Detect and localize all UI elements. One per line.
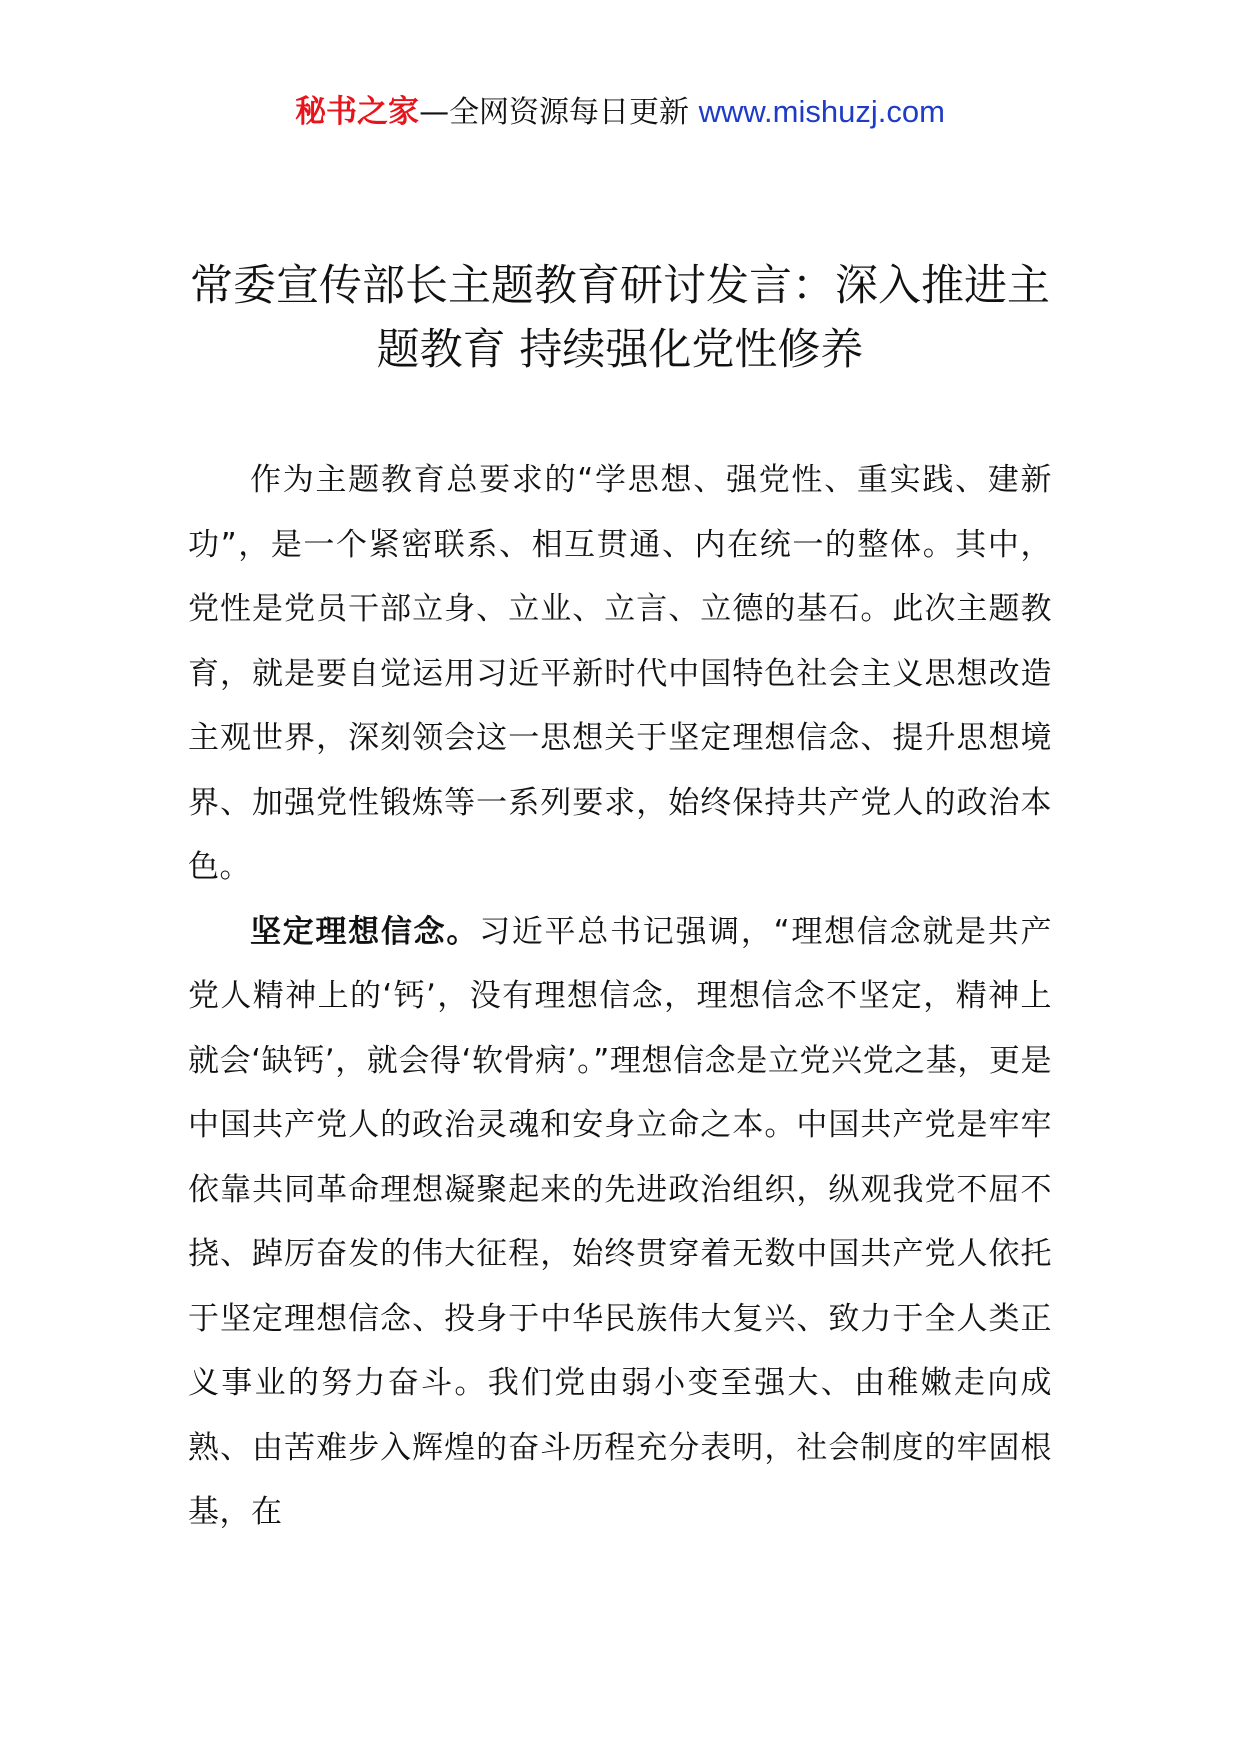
site-header xyxy=(0,92,1240,133)
paragraph-text: 作为主题教育总要求的“学思想、强党性、重实践、建新功”，是一个紧密联系、相互贯通、内在统一的整体。其中，党性是党员干部立身、立业、立言、立德的基石。此次主题教育，就是要自觉运用习近平新时代中国特色社会主义思想改造主观世界，深刻领会这一思想关于坚定理想信念、提升思想境界、加强党性锻炼等一系列要求，始终保持共产党人的政治本色。 xyxy=(188,462,1052,885)
site-url-link[interactable]: www.mishuzj.com xyxy=(698,94,945,129)
document-body xyxy=(188,448,1052,1545)
paragraph-lead: 坚定理想信念。 xyxy=(250,913,480,950)
paragraph-ideals xyxy=(188,900,1052,1545)
paragraph-intro xyxy=(188,448,1052,900)
site-slogan: —全网资源每日更新 xyxy=(419,95,699,130)
paragraph-text: 习近平总书记强调，“理想信念就是共产党人精神上的‘钙’，没有理想信念，理想信念不坚定，精神上就会‘缺钙’，就会得‘软骨病’。”理想信念是立党兴党之基，更是中国共产党人的政治灵魂和安身立命之本。中国共产党是牢牢依靠共同革命理想凝聚起来的先进政治组织，纵观我党不屈不挠、踔厉奋发的伟大征程，始终贯穿着无数中国共产党人依托于坚定理想信念、投身于中华民族伟大复兴、致力于全人类正义事业的努力奋斗。我们党由弱小变至强大、由稚嫩走向成熟、由苦难步入辉煌的奋斗历程充分表明，社会制度的牢固根基，在 xyxy=(188,913,1053,1530)
document-title: 常委宣传部长主题教育研讨发言：深入推进主题教育 持续强化党性修养 xyxy=(190,261,1050,375)
site-brand: 秘书之家 xyxy=(295,94,420,130)
